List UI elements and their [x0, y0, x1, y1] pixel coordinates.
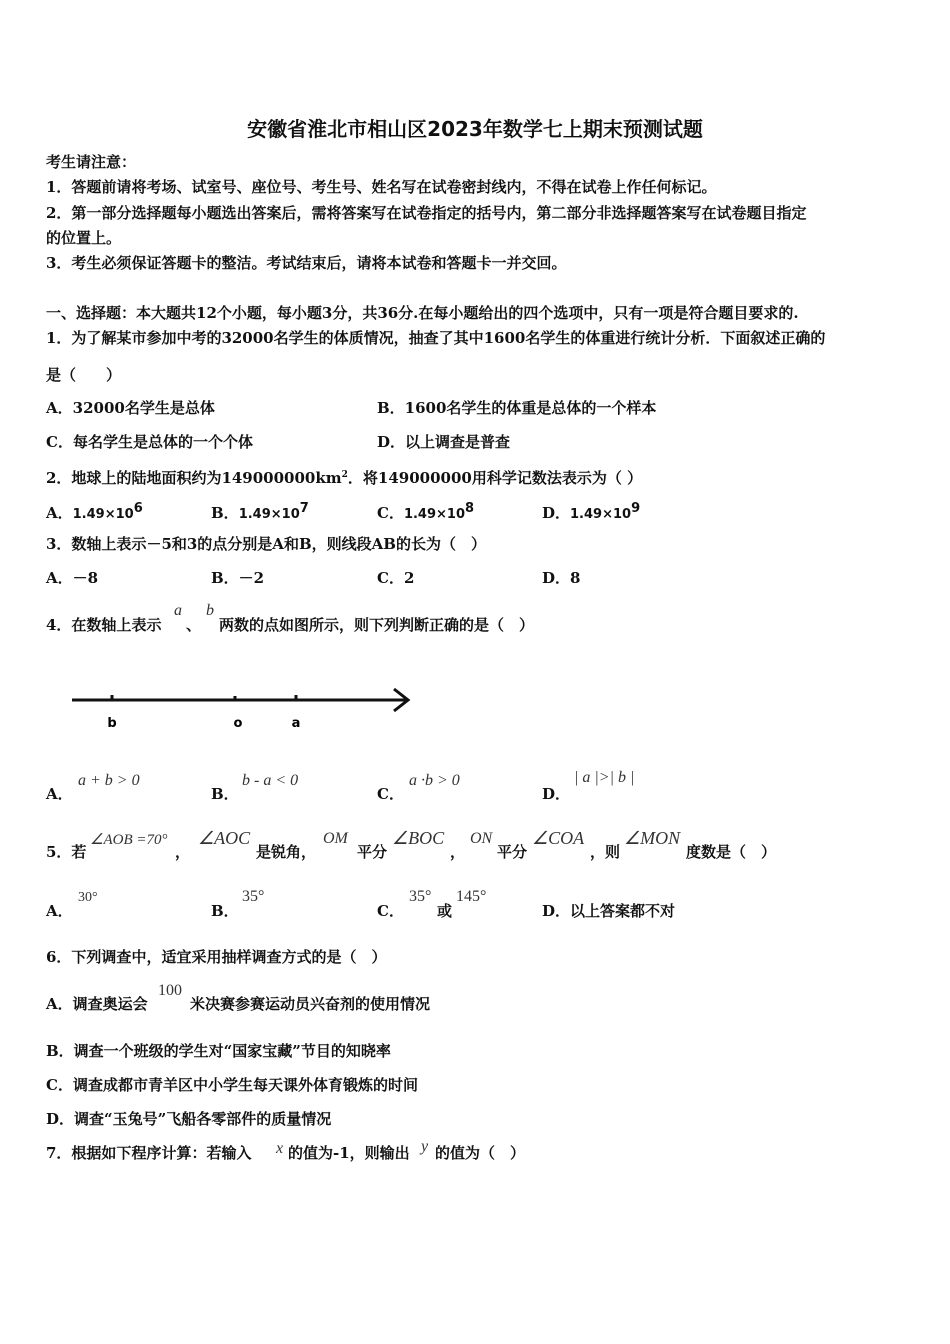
q4-var-a: a [174, 602, 182, 619]
q2-option-c-label: C． [377, 504, 404, 522]
q5-option-c-or: 或 [437, 902, 453, 920]
q5-option-c-value-2: 145° [456, 888, 487, 905]
q7-mid: 的值为-1，则输出 [288, 1144, 410, 1162]
q2-stem-end: ．将149000000用科学记数法表示为（ ） [347, 469, 643, 487]
q4-option-c-expr: a ·b > 0 [409, 772, 460, 789]
q5-option-b-value: 35° [242, 888, 265, 905]
q6-option-c: C．调查成都市青羊区中小学生每天课外体育锻炼的时间 [46, 1076, 418, 1094]
notice-item: 3．考生必须保证答题卡的整洁。考试结束后，请将本试卷和答题卡一并交回。 [46, 254, 567, 272]
q2-option-d-value: 1.49×10 [570, 507, 632, 522]
q2-option-c [377, 500, 474, 524]
q2-option-b-value: 1.49×10 [238, 507, 300, 522]
notice-item: 2．第一部分选择题每小题选出答案后，需将答案写在试卷指定的括号内，第二部分非选择题答案写在试卷题目指定 [46, 204, 807, 222]
q4-stem-post: 两数的点如图所示，则下列判断正确的是（ ） [219, 616, 535, 634]
q5-angle-boc: ∠BOC [392, 828, 445, 848]
q5-text-bisect-1: 平分 [357, 843, 388, 861]
q5-on: ON [470, 830, 493, 847]
q1-option-a: A．32000名学生是总体 [46, 399, 215, 417]
q2-option-a-value: 1.49×10 [72, 507, 134, 522]
q4-option-d-expr: | a |>| b | [574, 769, 635, 786]
q2-option-b [211, 500, 309, 524]
q5-angle-mon: ∠MON [624, 828, 681, 848]
q5-comma: ， [175, 843, 191, 861]
number-line-figure [60, 680, 430, 740]
q7-pre: 7．根据如下程序计算：若输入 [46, 1144, 252, 1162]
q2-option-a [46, 500, 143, 524]
q2-stem-text: 2．地球上的陆地面积约为149000000km [46, 469, 342, 487]
q6-option-a-pre: A．调查奥运会 [46, 995, 148, 1013]
q5-option-d: D．以上答案都不对 [542, 902, 676, 920]
q5-option-c-label: C． [377, 902, 404, 920]
q1-stem-cont: 是（ ） [46, 366, 122, 384]
q5-angle-aoc: ∠AOC [198, 828, 251, 848]
q4-option-b-label: B． [211, 785, 239, 803]
q4-option-d-label: D． [542, 785, 571, 803]
q5-angle-coa: ∠COA [532, 828, 585, 848]
q5-text-end: 度数是（ ） [686, 843, 777, 861]
q5-angle-aob: ∠AOB =70° [90, 832, 168, 848]
q4-sep: 、 [186, 616, 202, 634]
q5-text-acute: 是锐角， [256, 843, 317, 861]
q2-option-d-label: D． [542, 504, 571, 522]
q7-post: 的值为（ ） [435, 1144, 526, 1162]
q4-option-a-label: A． [46, 785, 73, 803]
q1-option-d: D．以上调查是普查 [377, 433, 511, 451]
q2-stem [46, 466, 642, 487]
q6-option-a-num: 100 [158, 982, 182, 999]
q2-option-c-value: 1.49×10 [403, 507, 466, 522]
q4-var-b: b [206, 602, 214, 619]
q6-option-d: D．调查“玉兔号”飞船各零部件的质量情况 [46, 1110, 332, 1128]
q7-var-x: x [276, 1140, 284, 1157]
q2-option-b-label: B． [211, 504, 239, 522]
q6-stem: 6．下列调查中，适宜采用抽样调查方式的是（ ） [46, 948, 387, 966]
q3-option-a: A．－8 [46, 569, 99, 587]
q5-option-c-value-1: 35° [409, 888, 432, 905]
q1-stem: 1．为了解某市参加中考的32000名学生的体质情况，抽查了其中1600名学生的体重进行统计分析．下面叙述正确的 [46, 329, 826, 347]
q2-option-a-label: A． [46, 504, 73, 522]
q5-comma-2: ， [450, 843, 466, 861]
q3-option-b: B．－2 [211, 569, 265, 587]
q4-option-c-label: C． [377, 785, 404, 803]
q6-option-b: B．调查一个班级的学生对“国家宝藏”节目的知晓率 [46, 1042, 391, 1060]
axis-label-o: o [233, 716, 243, 731]
q6-option-a-post: 米决赛参赛运动员兴奋剂的使用情况 [190, 995, 431, 1013]
q2-option-a-exp: 6 [133, 501, 143, 516]
q2-option-d [542, 500, 640, 524]
axis-label-a: a [291, 716, 301, 731]
q4-stem-pre: 4．在数轴上表示 [46, 616, 162, 634]
q5-text-bisect-2: 平分 [497, 843, 528, 861]
q2-stem-sup: 2 [341, 470, 348, 480]
section-heading: 一、选择题：本大题共12个小题，每小题3分，共36分.在每小题给出的四个选项中，只有一项是符合题目要求的. [46, 304, 799, 322]
notice-item: 1．答题前请将考场、试室号、座位号、考生号、姓名写在试卷密封线内，不得在试卷上作任何标记。 [46, 178, 717, 196]
q5-text-then: ，则 [590, 843, 621, 861]
q1-option-c: C．每名学生是总体的一个个体 [46, 433, 253, 451]
q5-option-a-label: A． [46, 902, 73, 920]
axis-label-b: b [107, 716, 117, 731]
q5-option-a-value: 30° [78, 890, 98, 905]
q3-option-d: D．8 [542, 569, 581, 587]
q5-om: OM [323, 830, 348, 847]
q5-option-b-label: B． [211, 902, 239, 920]
q1-option-b: B．1600名学生的体重是总体的一个样本 [377, 399, 657, 417]
q3-stem: 3．数轴上表示－5和3的点分别是A和B，则线段AB的长为（ ） [46, 535, 486, 553]
q2-option-b-exp: 7 [299, 501, 309, 516]
q3-option-c: C．2 [377, 569, 415, 587]
q5-pre: 5．若 [46, 843, 87, 861]
q7-var-y: y [421, 1138, 429, 1155]
page-title: 安徽省淮北市相山区2023年数学七上期末预测试题 [247, 117, 703, 141]
q2-option-c-exp: 8 [465, 501, 475, 516]
q4-option-a-expr: a + b > 0 [78, 772, 140, 789]
notice-item: 的位置上。 [46, 229, 122, 247]
q4-option-b-expr: b - a < 0 [242, 772, 299, 789]
q2-option-d-exp: 9 [631, 501, 641, 516]
notice-heading: 考生请注意： [46, 153, 137, 171]
